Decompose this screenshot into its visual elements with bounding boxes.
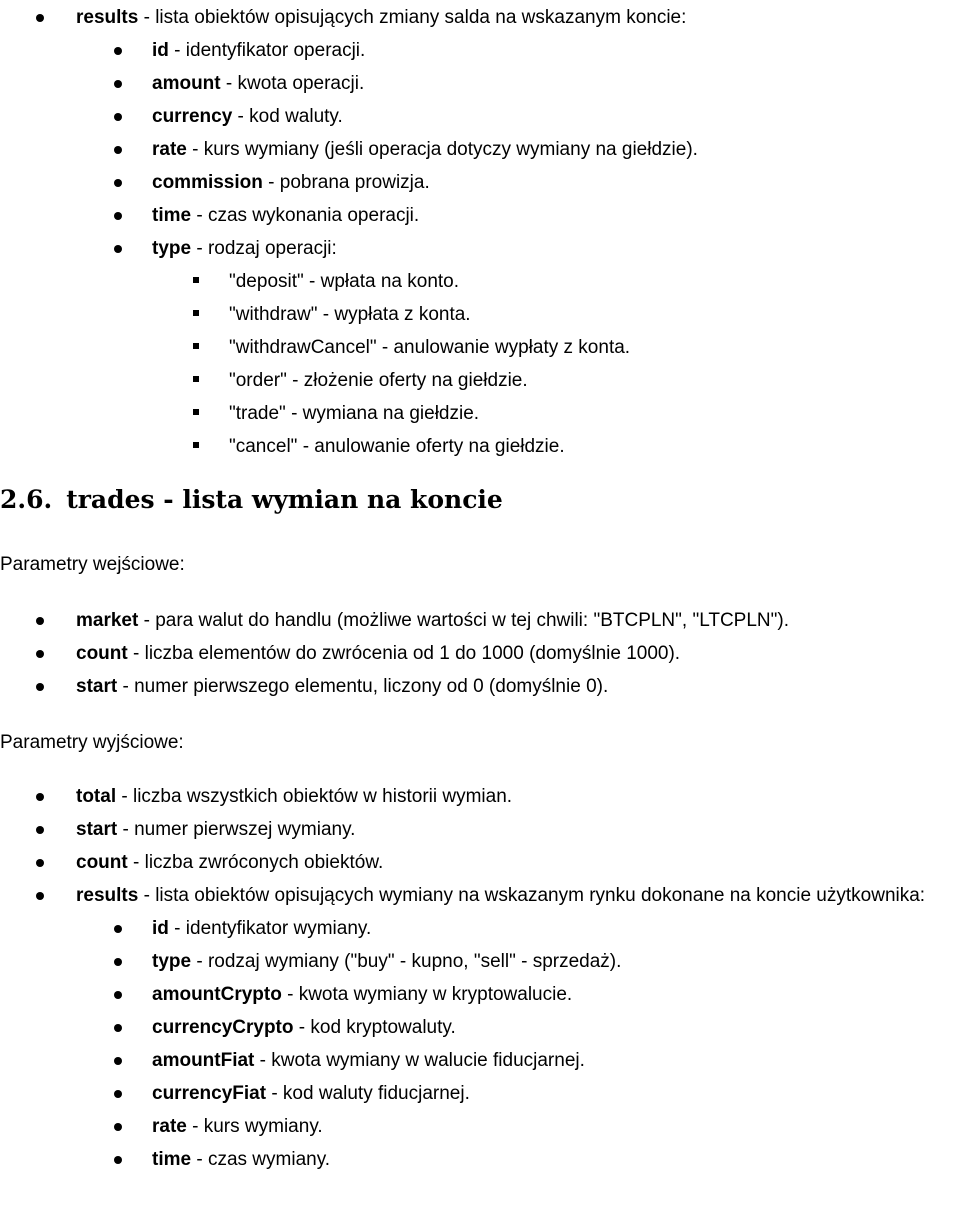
param-key: results [76, 885, 139, 906]
param-key: type [152, 951, 192, 972]
param-key: results [76, 7, 139, 28]
param-desc: - liczba zwróconych obiektów. [127, 852, 384, 873]
param-desc: - numer pierwszej wymiany. [117, 819, 356, 840]
param-desc: - liczba wszystkich obiektów w historii wymian. [116, 786, 513, 807]
param-desc: - liczba elementów do zwrócenia od 1 do 1000 (domyślnie 1000). [127, 643, 681, 664]
list-item [0, 133, 698, 166]
param-desc: - kod waluty fiducjarnej. [266, 1083, 470, 1104]
list-item [0, 1, 698, 34]
param-key: currencyCrypto [152, 1017, 294, 1038]
type-desc: "withdrawCancel" - anulowanie wypłaty z konta. [229, 337, 631, 358]
param-key: id [152, 918, 169, 939]
param-desc: - pobrana prowizja. [262, 172, 430, 193]
param-key: amount [152, 73, 221, 94]
param-desc: - kod kryptowaluty. [293, 1017, 456, 1038]
balance-results-list [0, 1, 698, 463]
list-item [0, 199, 698, 232]
param-key: amountFiat [152, 1050, 255, 1071]
param-desc: - kurs wymiany (jeśli operacja dotyczy wymiany na giełdzie). [186, 139, 698, 160]
list-item [0, 1143, 960, 1176]
list-item [0, 34, 698, 67]
section-heading [0, 483, 503, 517]
param-desc: - kod waluty. [232, 106, 343, 127]
input-params-list [0, 604, 789, 703]
type-item [0, 430, 698, 463]
param-key: time [152, 1149, 192, 1170]
type-desc: "order" - złożenie oferty na giełdzie. [229, 370, 528, 391]
input-params-label: Parametry wejściowe: [0, 554, 185, 575]
list-item [0, 100, 698, 133]
list-item [0, 1077, 960, 1110]
list-item [0, 1011, 960, 1044]
type-item [0, 331, 698, 364]
param-desc: - rodzaj wymiany ("buy" - kupno, "sell" - sprzedaż). [191, 951, 622, 972]
type-desc: "cancel" - anulowanie oferty na giełdzie. [229, 436, 565, 457]
output-params-label: Parametry wyjściowe: [0, 732, 184, 753]
list-item [0, 604, 789, 637]
list-item [0, 670, 789, 703]
param-desc: - identyfikator wymiany. [168, 918, 372, 939]
type-desc: "withdraw" - wypłata z konta. [229, 304, 471, 325]
param-key: count [76, 852, 128, 873]
param-desc: - czas wymiany. [191, 1149, 331, 1170]
list-item [0, 67, 698, 100]
param-desc: - lista obiektów opisujących zmiany salda na wskazanym koncie: [138, 7, 687, 28]
param-key: count [76, 643, 128, 664]
param-key: start [76, 819, 118, 840]
param-key: time [152, 205, 192, 226]
section-title: trades - lista wymian na koncie [66, 485, 503, 514]
param-key: start [76, 676, 118, 697]
type-desc: "trade" - wymiana na giełdzie. [229, 403, 480, 424]
list-item [0, 780, 960, 813]
param-key: currency [152, 106, 233, 127]
param-key: id [152, 40, 169, 61]
param-key: amountCrypto [152, 984, 282, 1005]
param-key: rate [152, 1116, 187, 1137]
param-desc: - kwota wymiany w kryptowalucie. [281, 984, 573, 1005]
list-item [0, 232, 698, 265]
list-item [0, 637, 789, 670]
list-item [0, 945, 960, 978]
list-item [0, 1044, 960, 1077]
param-desc: - rodzaj operacji: [191, 238, 337, 259]
list-item [0, 978, 960, 1011]
output-params-list [0, 780, 960, 1176]
param-desc: - czas wykonania operacji. [191, 205, 420, 226]
type-desc: "deposit" - wpłata na konto. [229, 271, 460, 292]
param-key: commission [152, 172, 263, 193]
param-desc: - kwota wymiany w walucie fiducjarnej. [254, 1050, 585, 1071]
list-item [0, 1110, 960, 1143]
list-item [0, 166, 698, 199]
param-desc: - numer pierwszego elementu, liczony od 0 (domyślnie 0). [117, 676, 609, 697]
type-item [0, 397, 698, 430]
param-desc: - lista obiektów opisujących wymiany na wskazanym rynku dokonane na koncie użytkownika: [138, 885, 926, 906]
param-key: rate [152, 139, 187, 160]
param-key: market [76, 610, 139, 631]
type-item [0, 364, 698, 397]
list-item [0, 912, 960, 945]
list-item [0, 813, 960, 846]
param-key: total [76, 786, 117, 807]
param-key: type [152, 238, 192, 259]
list-item [0, 846, 960, 879]
param-desc: - kwota operacji. [220, 73, 365, 94]
type-item [0, 265, 698, 298]
param-desc: - para walut do handlu (możliwe wartości w tej chwili: "BTCPLN", "LTCPLN"). [138, 610, 789, 631]
param-desc: - identyfikator operacji. [168, 40, 366, 61]
param-desc: - kurs wymiany. [186, 1116, 323, 1137]
param-key: currencyFiat [152, 1083, 267, 1104]
type-item [0, 298, 698, 331]
section-number: 2.6. [0, 485, 53, 514]
list-item [0, 879, 960, 912]
